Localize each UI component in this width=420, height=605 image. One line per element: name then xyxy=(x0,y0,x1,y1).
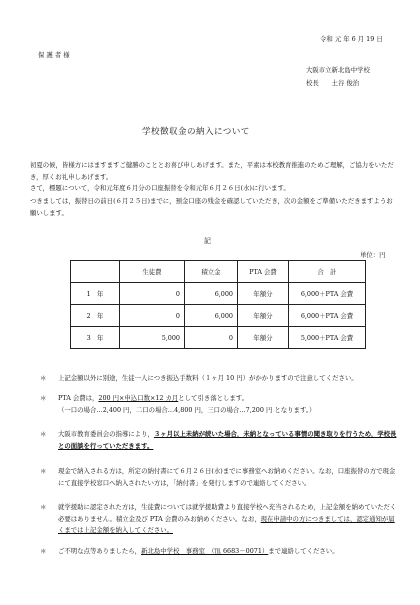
note-emphasis-text: ３ヶ月以上未納が続いた場合，未納となっている事情の聞き取りを行うため，学校長との面談を行っていただきます。 xyxy=(58,430,397,450)
note-transfer-fee xyxy=(40,373,400,385)
asterisk-icon: ＊ xyxy=(40,467,47,475)
table-header: 積立金 xyxy=(185,261,238,283)
student-fee-cell: 5,000 xyxy=(120,327,185,349)
principal-name: 校長 土谷 俊治 xyxy=(306,79,360,87)
asterisk-icon: ＊ xyxy=(40,430,47,438)
total-cell: 6,000＋PTA 会費 xyxy=(289,283,366,305)
pta-cell: 年額分 xyxy=(238,283,289,305)
student-fee-cell: 0 xyxy=(120,305,185,327)
date: 令和 元 年 6 月 19 日 xyxy=(320,35,383,43)
grade-cell: 3 年 xyxy=(71,327,120,349)
reserve-cell: 0 xyxy=(185,327,238,349)
schedule-paragraph: さて，標題について，令和元年度６月分の口座振替を令和元年６月２６日(水)に行います。 xyxy=(30,184,290,192)
note-text: 大阪市教育委員会の指導により， xyxy=(58,430,154,438)
note-pta-fee xyxy=(40,393,400,416)
pta-cell: 年額分 xyxy=(238,327,289,349)
note-example-text: （一口の場合…2,400 円，二口の場合…4,800 円，三口の場合…7,200 円 となります。） xyxy=(58,405,316,414)
table-row xyxy=(71,305,366,327)
pta-cell: 年額分 xyxy=(238,305,289,327)
note-underlined-text: 現在申請中の方につきましては，認定通知が届くまでは上記金額を納入してください。 xyxy=(58,514,395,534)
note-text: 上記金額以外に別途，生徒一人につき振込手数料（１ヶ月 10 円）がかかりますので注意してください。 xyxy=(58,374,358,382)
table-header-row xyxy=(71,261,366,283)
student-fee-cell: 0 xyxy=(120,283,185,305)
request-paragraph: つきましては，振替日の前日(６月２５日)までに，預金口座の残金を確認していただき，次の金額をご準備いただきますようお願いします。 xyxy=(30,197,393,217)
contact-office-text: 新北島中学校 事務室 （℡ 6683－0071） xyxy=(141,547,269,555)
asterisk-icon: ＊ xyxy=(40,503,47,511)
note-text: まで連絡してください。 xyxy=(268,547,339,555)
recipient: 保 護 者 様 xyxy=(38,51,70,59)
total-cell: 5,000＋PTA 会費 xyxy=(289,327,366,349)
ki-heading: 記 xyxy=(204,237,211,245)
note-underlined-text: 200 円×申込口数×12 カ月 xyxy=(98,394,179,402)
unit-label: 単位：円 xyxy=(360,251,386,259)
table-header: PTA 会費 xyxy=(238,261,289,283)
note-text: PTA 会費は， xyxy=(58,394,99,402)
note-text: 就学援助に認定された方は，生徒費については就学援助費より直接学校へ充当されるため，上記金額を納めていただく必要はありません。積立金及び PTA 会費のみお納めください。なお， xyxy=(58,503,397,523)
note-text: 現金で納入される方は，所定の納付書にて６月２６日(水)までに事務室へお納めください。なお，口座振替の方で現金にて直接学校窓口へ納入されたい方は，「納付書」を発行しますので連絡してください。 xyxy=(58,467,396,487)
total-cell: 6,000＋PTA 会費 xyxy=(289,305,366,327)
reserve-cell: 6,000 xyxy=(185,305,238,327)
table-row xyxy=(71,283,366,305)
note-text: として引き落とします。 xyxy=(178,394,249,402)
asterisk-icon: ＊ xyxy=(40,547,47,555)
grade-cell: 2 年 xyxy=(71,305,120,327)
note-cash-payment xyxy=(40,466,400,489)
fee-table xyxy=(70,260,366,349)
table-header xyxy=(71,261,120,283)
note-contact xyxy=(40,546,400,558)
document-title: 学校徴収金の納入について xyxy=(142,127,250,137)
asterisk-icon: ＊ xyxy=(40,394,47,402)
note-school-aid xyxy=(40,502,400,537)
grade-cell: 1 年 xyxy=(71,283,120,305)
table-row xyxy=(71,327,366,349)
note-unpaid-interview xyxy=(40,429,400,452)
asterisk-icon: ＊ xyxy=(40,374,47,382)
table-header: 合 計 xyxy=(289,261,366,283)
table-header: 生徒費 xyxy=(120,261,185,283)
note-text: ご不明な点等ありましたら， xyxy=(58,547,142,555)
reserve-cell: 6,000 xyxy=(185,283,238,305)
greeting-paragraph: 初夏の候，皆様方にはますますご健勝のこととお喜び申しあげます。また，平素は本校教育推進のためご理解，ご協力をいただき，厚くお礼申しあげます。 xyxy=(30,161,394,181)
school-name: 大阪市立新北島中学校 xyxy=(306,66,370,74)
